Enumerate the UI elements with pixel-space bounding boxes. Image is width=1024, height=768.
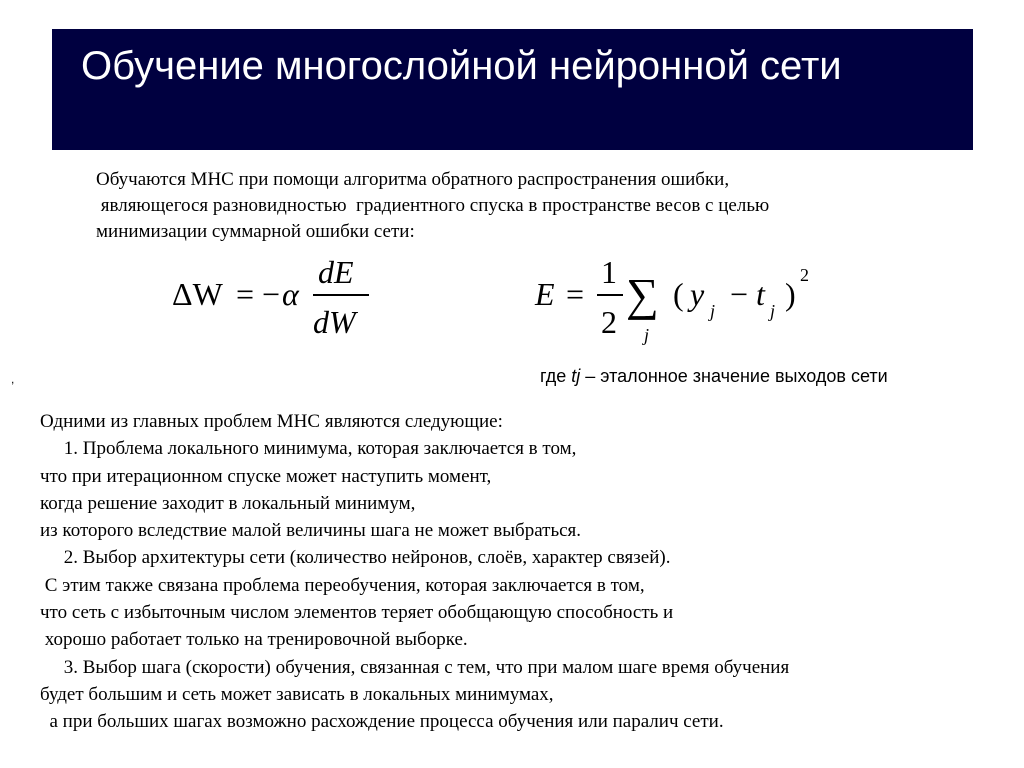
problem-line: а при больших шагах возможно расхождение процесса обучения или паралич сети. — [40, 711, 724, 733]
problem-line: будет большим и сеть может зависать в локальных минимумах, — [40, 683, 554, 705]
formula-e-fraction-line — [597, 294, 623, 296]
intro-line: минимизации суммарной ошибки сети: — [96, 221, 415, 242]
formula-e-y-sub: j — [710, 301, 716, 321]
formula-e-half-numerator: 1 — [601, 254, 617, 290]
formula-e-lhs: E — [535, 276, 555, 312]
formula-dw-numerator: dE — [318, 254, 354, 290]
problem-line: хорошо работает только на тренировочной выборке. — [40, 629, 468, 651]
formula-dw-lhs: ΔW — [172, 276, 223, 312]
problem-line: 1. Проблема локального минимума, которая заключается в том, — [40, 438, 577, 460]
problem-line: что сеть с избыточным числом элементов теряет обобщающую способность и — [40, 602, 674, 624]
problems-paragraph — [40, 408, 789, 736]
formula-e-power: 2 — [800, 265, 809, 285]
formula-dw-equals: = — [236, 276, 255, 312]
problem-line: из которого вследствие малой величины шага не может выбраться. — [40, 520, 582, 542]
problem-line: Одними из главных проблем МНС являются следующие: — [40, 411, 503, 432]
where-note — [540, 366, 888, 387]
formula-e-t-sub: j — [770, 301, 776, 321]
problem-line: 2. Выбор архитектуры сети (количество нейронов, слоёв, характер связей). — [40, 547, 671, 569]
where-note-symbol: tj — [571, 366, 581, 386]
formula-e-t: t — [756, 276, 765, 312]
formula-e-y: y — [690, 276, 705, 312]
intro-line: являющегося разновидностью градиентного спуска в пространстве весов с целью — [96, 195, 770, 216]
problem-line: когда решение заходит в локальный минимум, — [40, 492, 416, 514]
intro-line: Обучаются МНС при помощи алгоритма обратного распространения ошибки, — [96, 169, 730, 190]
where-note-prefix: где — [540, 366, 572, 386]
formula-e-sum: ∑ — [626, 269, 659, 320]
stray-comma: , — [11, 372, 15, 386]
formula-e-sum-index: j — [644, 325, 650, 345]
problem-line: что при итерационном спуске может наступить момент, — [40, 465, 492, 487]
problem-line: С этим также связана проблема переобучения, которая заключается в том, — [40, 574, 645, 596]
formula-e-close-paren: ) — [785, 276, 796, 312]
formula-dw-alpha: α — [282, 276, 299, 312]
formula-e-open-paren: ( — [673, 276, 684, 312]
problem-line: 3. Выбор шага (скорости) обучения, связанная с тем, что при малом шаге время обучения — [40, 656, 790, 678]
formula-dw-minus: − — [262, 276, 281, 312]
formula-e-equals: = — [566, 276, 585, 312]
where-note-suffix: – эталонное значение выходов сети — [580, 366, 888, 386]
formula-e-half-denominator: 2 — [601, 304, 617, 340]
formula-e-minus: − — [730, 276, 749, 312]
formula-dw-denominator: dW — [313, 304, 356, 340]
slide-title: Обучение многослойной нейронной сети — [81, 44, 842, 88]
